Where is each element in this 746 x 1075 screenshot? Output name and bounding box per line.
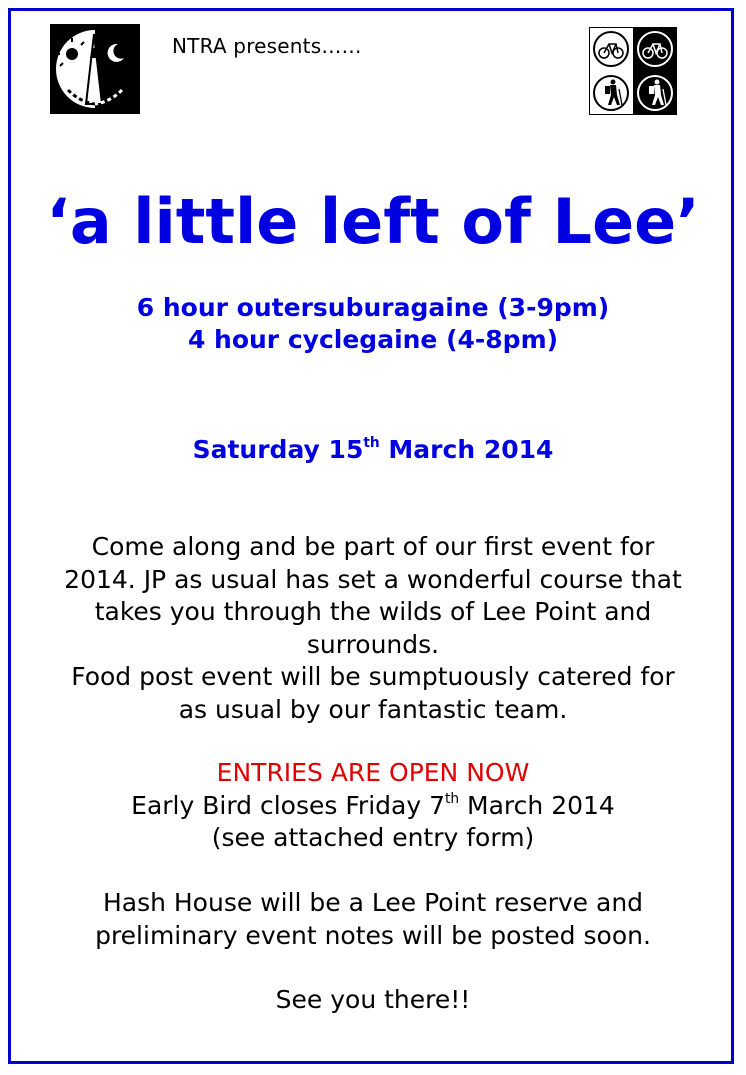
hash-line: preliminary event notes will be posted soon. xyxy=(95,920,651,950)
intro-line: takes you through the wilds of Lee Point and xyxy=(94,597,652,626)
hash-line: Hash House will be a Lee Point reserve and xyxy=(102,888,644,917)
intro-line: 2014. JP as usual has set a wonderful course that xyxy=(64,564,682,594)
event-title: ‘a little left of Lee’ xyxy=(46,185,700,258)
signoff: See you there!! xyxy=(275,985,471,1014)
early-bird-suffix: March 2014 xyxy=(459,790,615,820)
event-date xyxy=(0,434,746,466)
entry-form-note: (see attached entry form) xyxy=(211,823,535,852)
presents-label: NTRA presents…… xyxy=(172,34,362,58)
ntra-logo-icon xyxy=(50,24,140,114)
event-date-ordinal: th xyxy=(363,435,380,451)
event-type-outersuburagaine: 6 hour outersuburagaine (3-9pm) xyxy=(136,293,610,322)
cycle-hike-activity-icon xyxy=(589,27,677,115)
intro-line: as usual by our fantastic team. xyxy=(178,694,568,724)
intro-paragraph xyxy=(20,531,726,726)
early-bird-ordinal: th xyxy=(444,790,460,807)
event-date-prefix: Saturday 15 xyxy=(192,435,364,464)
intro-line: Come along and be part of our first event for xyxy=(91,532,655,561)
event-date-suffix: March 2014 xyxy=(379,435,554,464)
hash-house-paragraph xyxy=(20,887,726,952)
early-bird-prefix: Early Bird closes Friday 7 xyxy=(131,790,445,820)
entries-open-notice: ENTRIES ARE OPEN NOW xyxy=(216,758,530,787)
entries-section xyxy=(20,757,726,855)
intro-line: surrounds. xyxy=(306,629,440,659)
early-bird-notice xyxy=(20,790,726,823)
intro-line: Food post event will be sumptuously catered for xyxy=(71,662,675,691)
event-type-cyclegaine: 4 hour cyclegaine (4-8pm) xyxy=(187,325,559,354)
